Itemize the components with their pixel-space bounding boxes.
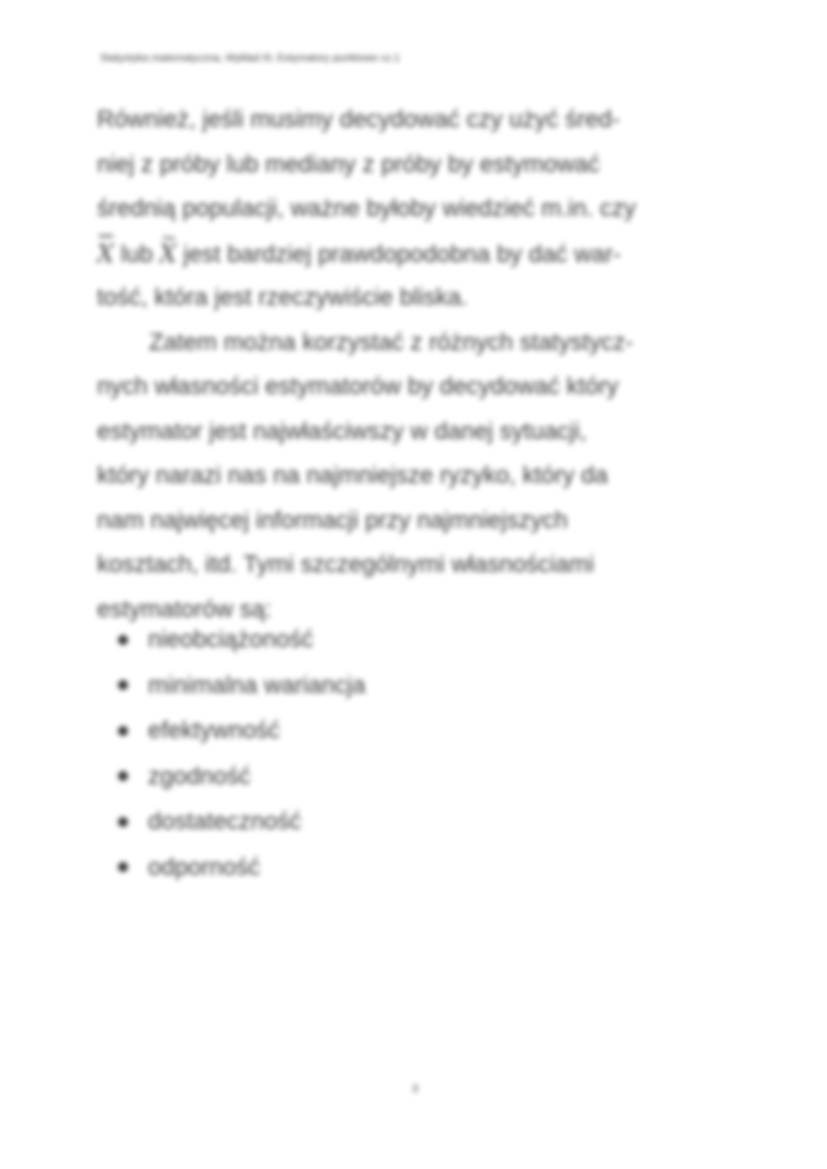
line-text: jest bardziej prawdopodobna by dać war-: [176, 240, 621, 268]
list-item: [118, 708, 365, 754]
page-number: 3: [411, 1083, 419, 1095]
paragraph-line: nam najwięcej informacji przy najmniejszych: [97, 506, 568, 534]
paragraph-line: niej z próby lub mediany z próby by estymować: [97, 150, 600, 178]
list-item: [118, 663, 365, 709]
list-item-label: minimalna wariancja: [148, 671, 366, 699]
list-item: [118, 845, 365, 891]
paragraph-line: nych własności estymatorów by decydować który: [97, 373, 619, 400]
paragraph-line: który narazi nas na najmniejsze ryzyko, który da: [97, 462, 608, 489]
bullet-icon: [118, 635, 128, 645]
list-item-label: nieobciążoność: [148, 626, 314, 653]
running-header: Statystyka matematyczna, Wykład III, Estymatory punktowe cz.1: [100, 52, 400, 64]
paragraph-line: Również, jeśli musimy decydować czy użyć śred-: [97, 106, 620, 133]
list-item-label: odporność: [148, 853, 261, 881]
list-item: [118, 617, 365, 663]
body-text: [97, 98, 737, 632]
connector-text: lub: [114, 240, 160, 268]
paragraph-line-with-symbols: [97, 232, 737, 277]
paragraph-line: tość, która jest rzeczywiście bliska.: [97, 284, 468, 311]
list-item-label: efektywność: [148, 717, 281, 744]
list-item: [118, 754, 365, 800]
estimator-properties-list: [118, 617, 365, 890]
sample-median-symbol: ~ X: [159, 232, 176, 277]
list-item-label: zgodność: [148, 762, 251, 790]
list-item-label: dostateczność: [148, 808, 302, 835]
bullet-icon: [118, 817, 128, 827]
paragraph-line: średnią populacji, ważne byłoby wiedzieć m.in. czy: [97, 195, 636, 222]
bullet-icon: [118, 771, 128, 781]
sample-mean-symbol: X: [97, 232, 114, 277]
bullet-icon: [118, 726, 128, 736]
paragraph-line: kosztach, itd. Tymi szczególnymi własnościami: [97, 551, 595, 578]
paragraph-line: estymatorów są:: [97, 595, 272, 623]
list-item: [118, 799, 365, 845]
paragraph-line: estymator jest najwłaściwszy w danej sytuacji,: [97, 417, 587, 445]
bullet-icon: [118, 862, 128, 872]
paragraph-line: Zatem można korzystać z różnych statystycz-: [149, 328, 634, 356]
bullet-icon: [118, 680, 128, 690]
